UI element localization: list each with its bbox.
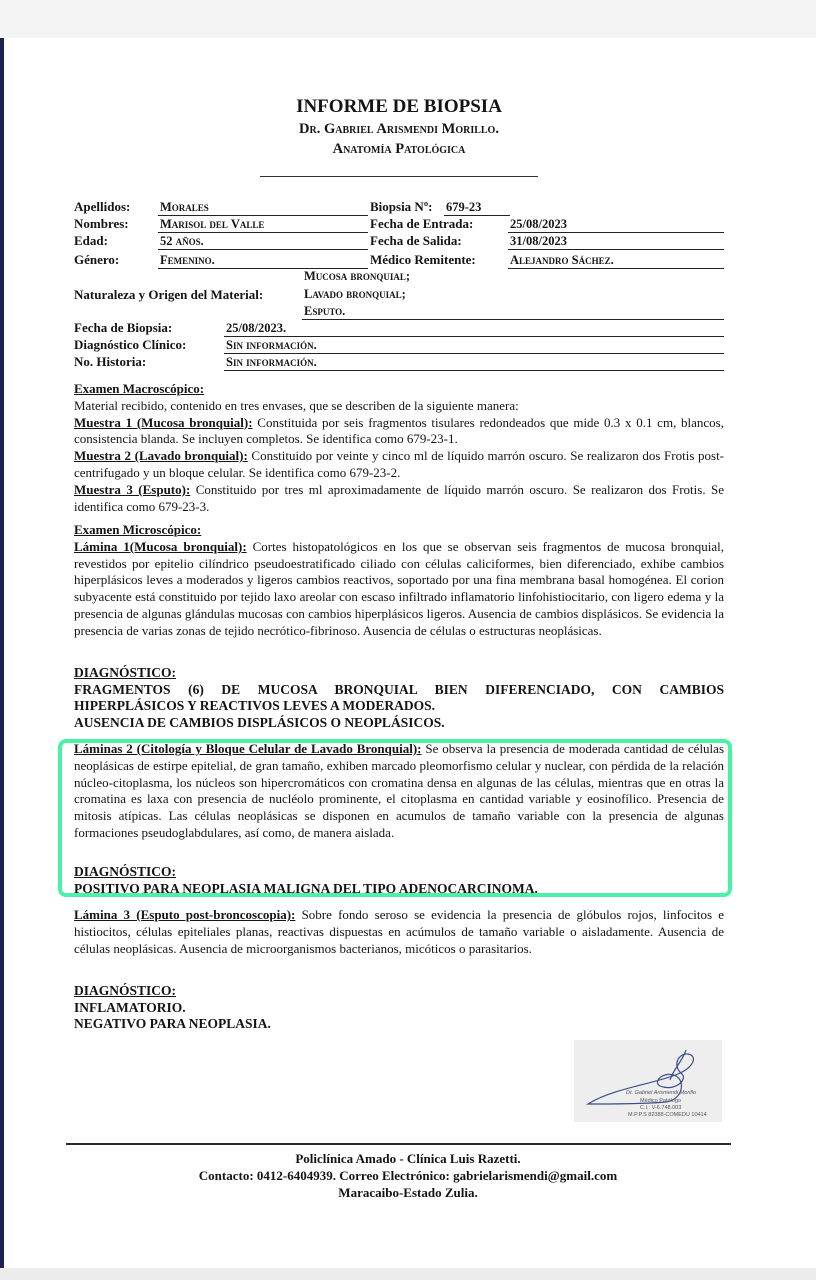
footer-contact: Contacto: 0412-6404939. Correo Electrónico: gabrielarismendi@gmail.com — [198, 1168, 618, 1183]
fecha-salida-value: 31/08/2023 — [508, 233, 724, 250]
muestra-2-text: Constituido por veinte y cinco ml de líquido marrón oscuro. Se realizaron dos Frotis post-centrifugado y un bloque celular. Se identifica como 679-23-2. — [74, 448, 725, 480]
micro-section-1 — [74, 522, 724, 640]
medico-remitente-value: Alejandro Sáchez. — [508, 252, 724, 269]
lamina-2-label: Láminas 2 (Citología y Bloque Celular de Lavado Bronquial): — [74, 741, 422, 756]
lamina-3-text: Sobre fondo seroso se evidencia la presencia de glóbulos rojos, linfocitos e histiocitos, células epiteliales planas, reactivas dispuestas en acúmulos de tamaño variable o aisladamente. Ausencia de células neoplásicas. Ausencia de microorganismos bacterianos, micóticos o parasitarios. — [74, 907, 724, 956]
signature-ci: C.I.: V-6.748.003 — [640, 1105, 682, 1111]
apellidos-label: Apellidos: — [74, 199, 131, 214]
biopsia-label: Biopsia Nº: — [370, 199, 433, 214]
lamina-3-label: Lámina 3 (Esputo post-broncoscopia): — [74, 907, 296, 922]
signature-stamp — [574, 1040, 722, 1122]
historia-label: No. Historia: — [74, 354, 147, 369]
diagnostico-2 — [74, 864, 724, 897]
muestra-2 — [74, 448, 724, 482]
material-line-1: Mucosa bronquial; — [304, 269, 411, 283]
signature-role: Médico Patólogo — [640, 1098, 681, 1104]
apellidos-value: Morales — [158, 199, 368, 216]
diagnostico-3-line-1: INFLAMATORIO. — [74, 999, 186, 1015]
lamina-1-text: Cortes histopatológicos en los que se observan seis fragmentos de mucosa bronquial, revestidos por epitelio cilíndrico pseudoestratificado ciliado con células caliciformes, bien diferenciado, exhibe cambios hiperplásicos leves a moderados y ligeros cambios reactivos, soportado por una fina membrana basal homogénea. El corion subyacente está constituido por tejido laxo areolar con escaso infiltrado inflamatorio linfohistiocitario, con ligero edema y la presencia de algunas glándulas mucosas con cambios hiperplásicos ligeros. Ausencia de cambios displásicos. Se evidencia la presencia de varias zonas de tejido necrótico-fibrinoso. Ausencia de células o estructuras neoplásicas. — [74, 538, 724, 638]
fecha-biopsia-label: Fecha de Biopsia: — [74, 320, 173, 335]
signature-reg: M.P.P.S 82388-COMEDU 10414 — [628, 1112, 707, 1118]
biopsia-value: 679-23 — [444, 199, 510, 216]
diagnostico-3-heading: DIAGNÓSTICO: — [74, 983, 177, 998]
diagnostico-1-line-2: AUSENCIA DE CAMBIOS DISPLÁSICOS O NEOPLÁSICOS. — [74, 714, 445, 730]
title-divider — [260, 176, 538, 177]
muestra-1 — [74, 415, 724, 449]
top-bar — [0, 0, 816, 38]
historia-value: Sin información. — [224, 354, 724, 371]
lamina-2 — [74, 741, 724, 842]
diagnostico-3 — [74, 983, 724, 1033]
muestra-1-text: Constituida por seis fragmentos tisulares redondeados que mide 0.3 x 0.1 cm, blancos, consistencia blanda. Se incluyen completos. Se identifica como 679-23-1. — [74, 414, 724, 447]
footer-location: Maracaibo-Estado Zulia. — [338, 1185, 478, 1200]
macro-heading: Examen Macroscópico: — [74, 381, 205, 396]
lamina-2-text: Se observa la presencia de moderada cantidad de células neoplásicas de estirpe epitelial, de gran tamaño, exhiben marcado pleomorfismo celular y nuclear, con pérdida de la relación núcleo-citoplasma, los núcleos son hipercromáticos con cromatina densa en algunas de las células, mientras que en otras la cromatina es laxa con presencia de nucléolo prominente, el citoplasma en cantidad variable y eosinofílico. Presencia de mitosis atípicas. Las células neoplásicas se disponen en acumulos de tamaño variable con la presencia de algunas formaciones pseudoglabdulares, así como, de manera aislada. — [74, 741, 725, 840]
fecha-entrada-label: Fecha de Entrada: — [370, 216, 474, 231]
material-line-2: Lavado bronquial; — [304, 287, 406, 301]
nombres-value: Marisol del Valle — [158, 216, 368, 233]
muestra-1-label: Muestra 1 (Mucosa bronquial): — [74, 414, 253, 430]
bottom-bar — [0, 1268, 816, 1280]
macro-intro: Material recibido, contenido en tres envases, que se describen de la siguiente manera: — [74, 397, 519, 413]
muestra-3-text: Constituido por tres ml aproximadamente de líquido marrón oscuro. Se realizaron dos Frotis. Se identifica como 679-23-3. — [74, 481, 724, 514]
diagnostico-clinico-label: Diagnóstico Clínico: — [74, 337, 187, 352]
footer-line-1: Policlínica Amado - Clínica Luis Razetti. — [295, 1151, 521, 1166]
genero-value: Femenino. — [158, 252, 368, 269]
footer-divider — [66, 1143, 731, 1145]
diagnostico-2-heading: DIAGNÓSTICO: — [74, 864, 177, 879]
diagnostico-1-line-1: FRAGMENTOS (6) DE MUCOSA BRONQUIAL BIEN DIFERENCIADO, CON CAMBIOS HIPERPLÁSICOS Y REACTIVOS LEVES A MODERADOS. — [74, 681, 724, 713]
lamina-1-label: Lámina 1(Mucosa bronquial): — [74, 538, 247, 554]
edad-value: 52 años. — [158, 233, 368, 250]
diagnostico-1 — [74, 665, 724, 731]
material-line-3: Esputo. — [302, 303, 724, 320]
diagnostico-1-heading: DIAGNÓSTICO: — [74, 665, 177, 680]
diagnostico-3-line-2: NEGATIVO PARA NEOPLASIA. — [74, 1016, 271, 1031]
signature-name: Dr. Gabriel Arismendi Morillo — [626, 1090, 696, 1096]
fecha-entrada-value: 25/08/2023 — [508, 216, 724, 233]
material-label: Naturaleza y Origen del Material: — [74, 287, 264, 302]
report-title: INFORME DE BIOPSIA — [296, 96, 502, 117]
diagnostico-2-text: POSITIVO PARA NEOPLASIA MALIGNA DEL TIPO ADENOCARCINOMA. — [74, 880, 538, 896]
macro-section — [74, 381, 724, 515]
edad-label: Edad: — [74, 233, 108, 248]
left-edge-rule — [0, 38, 4, 1268]
genero-label: Género: — [74, 252, 120, 267]
muestra-3-label: Muestra 3 (Esputo): — [74, 481, 191, 497]
medico-remitente-label: Médico Remitente: — [370, 252, 476, 267]
lamina-3 — [74, 907, 724, 957]
lamina-1 — [74, 539, 724, 640]
department-name: Anatomía Patológica — [332, 141, 466, 157]
fecha-salida-label: Fecha de Salida: — [370, 233, 462, 248]
diagnostico-clinico-value: Sin información. — [224, 337, 724, 354]
fecha-biopsia-value: 25/08/2023. — [224, 320, 724, 337]
muestra-2-label: Muestra 2 (Lavado bronquial): — [74, 448, 248, 464]
nombres-label: Nombres: — [74, 216, 129, 231]
micro-heading: Examen Microscópico: — [74, 522, 202, 537]
doctor-name: Dr. Gabriel Arismendi Morillo. — [299, 121, 499, 137]
muestra-3 — [74, 482, 724, 516]
